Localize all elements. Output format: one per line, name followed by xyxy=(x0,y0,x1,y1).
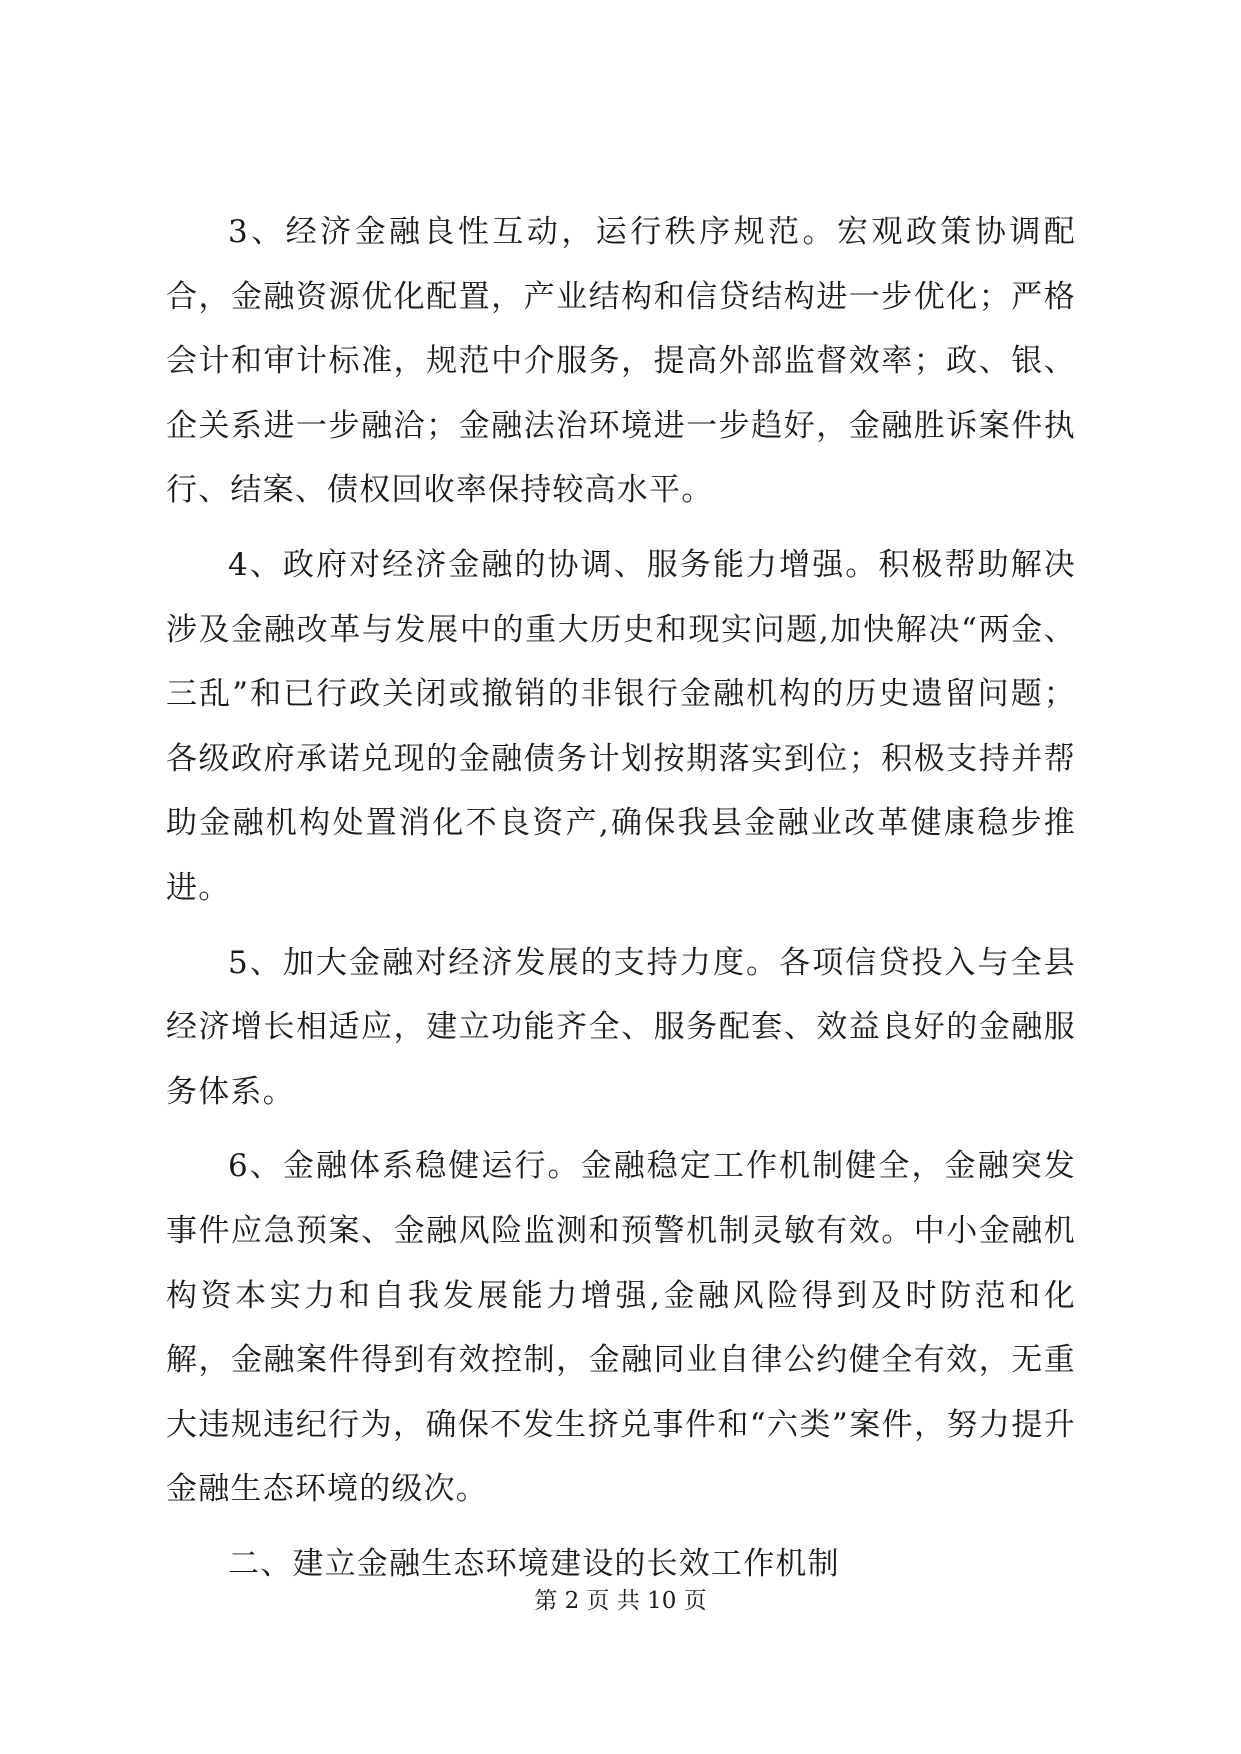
page-footer: 第 2 页 共 10 页 xyxy=(534,1588,707,1614)
document-body xyxy=(166,200,1076,1596)
paragraph-item-6: 6、金融体系稳健运行。金融稳定工作机制健全，金融突发事件应急预案、金融风险监测和预警机制灵敏有效。中小金融机构资本实力和自我发展能力增强,金融风险得到及时防范和化解，金融案件得到有效控制，金融同业自律公约健全有效，无重大违规违纪行为，确保不发生挤兑事件和“六类”案件，努力提升金融生态环境的级次。 xyxy=(166,1148,1076,1508)
paragraph-item-5: 5、加大金融对经济发展的支持力度。各项信贷投入与全县经济增长相适应，建立功能齐全、服务配套、效益良好的金融服务体系。 xyxy=(166,944,1076,1110)
section-heading: 二、建立金融生态环境建设的长效工作机制 xyxy=(228,1545,840,1582)
paragraph-item-3: 3、经济金融良性互动，运行秩序规范。宏观政策协调配合，金融资源优化配置，产业结构和信贷结构进一步优化；严格会计和审计标准，规范中介服务，提高外部监督效率；政、银、企关系进一步融洽；金融法治环境进一步趋好，金融胜诉案件执行、结案、债权回收率保持较高水平。 xyxy=(166,214,1076,509)
paragraph-item-4: 4、政府对经济金融的协调、服务能力增强。积极帮助解决涉及金融改革与发展中的重大历史和现实问题,加快解决“两金、三乱”和已行政关闭或撤销的非银行金融机构的历史遗留问题；各级政府承诺兑现的金融债务计划按期落实到位；积极支持并帮助金融机构处置消化不良资产,确保我县金融业改革健康稳步推进。 xyxy=(166,546,1076,906)
